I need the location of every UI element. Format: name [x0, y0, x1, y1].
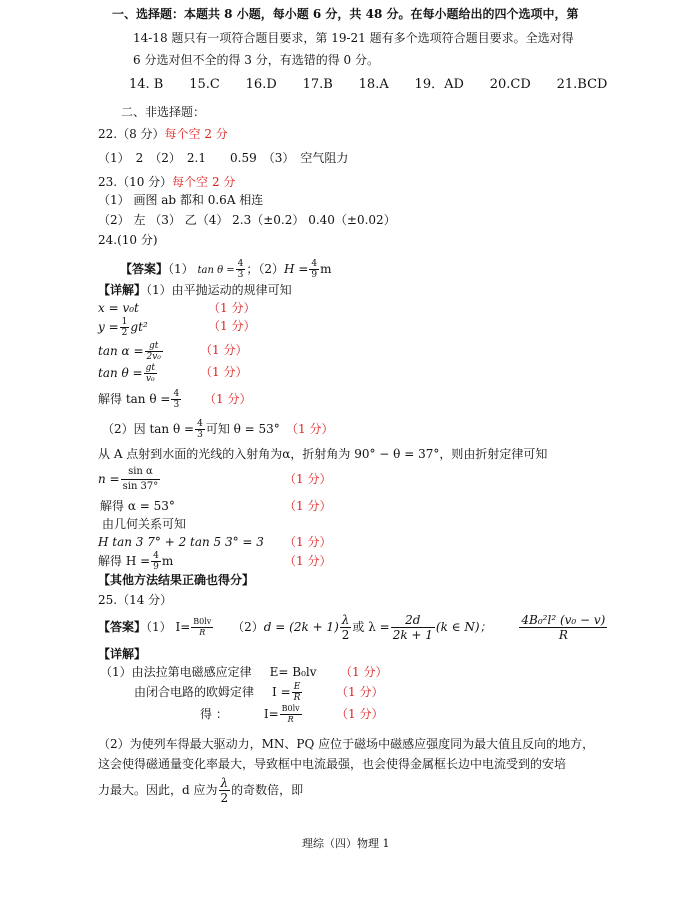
q22-note: 每个空 2 分	[164, 127, 228, 141]
q24-score-part2: （1 分）	[286, 422, 334, 436]
q24-score-H: （1 分）	[284, 554, 332, 568]
q24-answer	[120, 258, 332, 280]
q25-score-l2: （1 分）	[336, 685, 384, 699]
q24-score-y: （1 分）	[208, 319, 256, 333]
q24-detail	[98, 282, 292, 298]
answer-15: 15.C	[189, 77, 220, 92]
q22-answers: （1） 2 （2） 2.1 0.59 （3） 空气阻力	[98, 151, 349, 165]
q24-answer-tan: tan θ =	[197, 265, 235, 276]
q24-eq-geo: H tan 3 7° + 2 tan 5 3° = 3	[98, 535, 264, 549]
section1-line2: 14-18 题只有一项符合题目要求，第 19-21 题有多个选项符合题目要求。全选对得	[133, 31, 574, 45]
q24-score-n: （1 分）	[284, 472, 332, 486]
q24-eq-x: x = v₀t	[98, 301, 139, 315]
q24-answer-unit: m	[320, 262, 332, 276]
q25-p1: （2）为使列车得最大驱动力，MN、PQ 应位于磁场中磁感应强度同为最大值且反向的地方，	[98, 737, 595, 751]
q24-score-alpha: （1 分）	[284, 499, 332, 513]
answer-14: 14. B	[129, 77, 164, 92]
q24-score-tant: （1 分）	[200, 365, 248, 379]
q24-frac-tan: $\frac{4}{3}$	[237, 259, 244, 280]
q25-detail-label: 【详解】	[98, 647, 147, 661]
q25-score-l1: （1 分）	[340, 665, 388, 679]
q24-detail-intro: （1）由平抛运动的规律可知	[146, 283, 292, 297]
choice-answers	[129, 76, 629, 93]
answer-18: 18.A	[358, 77, 389, 92]
page-footer: 理综（四）物理 1	[302, 837, 390, 850]
q24-refract: 从 A 点射到水面的光线的入射角为α，折射角为 90° − θ = 37°，则由折射定律可知	[98, 447, 548, 461]
section1-heading: 一、选择题：本题共 8 小题，每小题 6 分，共 48 分。在每小题给出的四个选项中，第	[112, 7, 579, 21]
q24-other: 【其他方法结果正确也得分】	[98, 573, 255, 587]
q24-geometry: 由几何关系可知	[102, 517, 187, 531]
answer-17: 17.B	[302, 77, 333, 92]
q25-l3: 得 ： I= $\frac{B0lv}{R}$	[200, 704, 300, 724]
q22-title-line	[98, 126, 228, 142]
q25-score-l3: （1 分）	[336, 707, 384, 721]
q24-title: 24.(10 分)	[98, 233, 158, 247]
q24-answer-1: （1）	[168, 262, 194, 276]
answer-19: 19．AD	[414, 77, 464, 92]
q24-frac-h: $\frac{4}{9}$	[311, 259, 318, 280]
q23-line1: （1） 画图 ab 都和 0.6A 相连	[98, 193, 264, 207]
q25-p3: 力最大。因此，d 应为 $\frac{\lambda}{2}$ 的奇数倍，即	[98, 776, 304, 805]
section2-heading: 二、非选择题：	[121, 105, 206, 119]
q22-title: 22.（8 分）	[98, 127, 165, 141]
q23-line2: （2） 左 （3） 乙（4） 2.3（±0.2） 0.40（±0.02）	[98, 213, 396, 227]
q25-p2: 这会使得磁通量变化率最大，导致框中电流最强，也会使得金属框长边中电流受到的安培	[98, 757, 567, 771]
q24-eq-alpha: 解得 α = 53°	[100, 499, 175, 513]
q24-eq-result: 解得 tan θ = $\frac{4}{3}$	[98, 389, 180, 410]
q23-title-line	[98, 174, 235, 190]
answer-20: 20.CD	[489, 77, 531, 92]
q25-title: 25.（14 分）	[98, 593, 173, 607]
q24-detail-label: 【详解】	[98, 283, 147, 297]
q24-eq-y: y = $\frac{1}{2}$ gt²	[98, 317, 148, 338]
q25-l1: （1）由法拉第电磁感应定律 E= B₀lv	[100, 665, 317, 679]
answer-16: 16.D	[245, 77, 277, 92]
q24-score-geo: （1 分）	[284, 535, 332, 549]
q23-note: 每个空 2 分	[172, 175, 236, 189]
q24-eq-n: n = $\frac{\text{sin α}}{\sin 37^\circ}$	[98, 466, 159, 492]
q24-answer-label: 【答案】	[120, 262, 169, 276]
q24-eq-H: 解得 H = $\frac{4}{9}$ m	[98, 551, 174, 572]
q24-score-tana: （1 分）	[200, 343, 248, 357]
q24-eq-tant: tan θ = $\frac{gt}{\text{v₀}}$	[98, 363, 156, 384]
q24-part2: （2）因 tan θ = $\frac{4}{3}$ 可知 θ = 53°	[102, 419, 280, 440]
q24-score-result: （1 分）	[204, 392, 252, 406]
q24-score-x: （1 分）	[208, 301, 256, 315]
q25-answer: 【答案】（1） I= $\frac{B0lv}{R}$ （2）d = (2k + 1) $\frac{\lambda}{2}$ 或 λ = $\frac{2d}{2k + 1}$ (k ∈ N)； $\frac{\text{4B₀²l² (v₀ − v)}}{R}$	[98, 613, 606, 642]
section1-line3: 6 分选对但不全的得 3 分，有选错的得 0 分。	[133, 53, 379, 67]
q24-answer-sep: ；（2）	[246, 262, 285, 276]
q24-answer-h: H =	[284, 262, 309, 276]
q25-l2: 由闭合电路的欧姆定律 I = $\frac{E}{R}$	[134, 682, 301, 703]
answer-21: 21.BCD	[556, 77, 608, 92]
q24-eq-tana: tan α = $\frac{gt}{\text{2v₀}}$	[98, 341, 161, 362]
q23-title: 23.（10 分）	[98, 175, 173, 189]
